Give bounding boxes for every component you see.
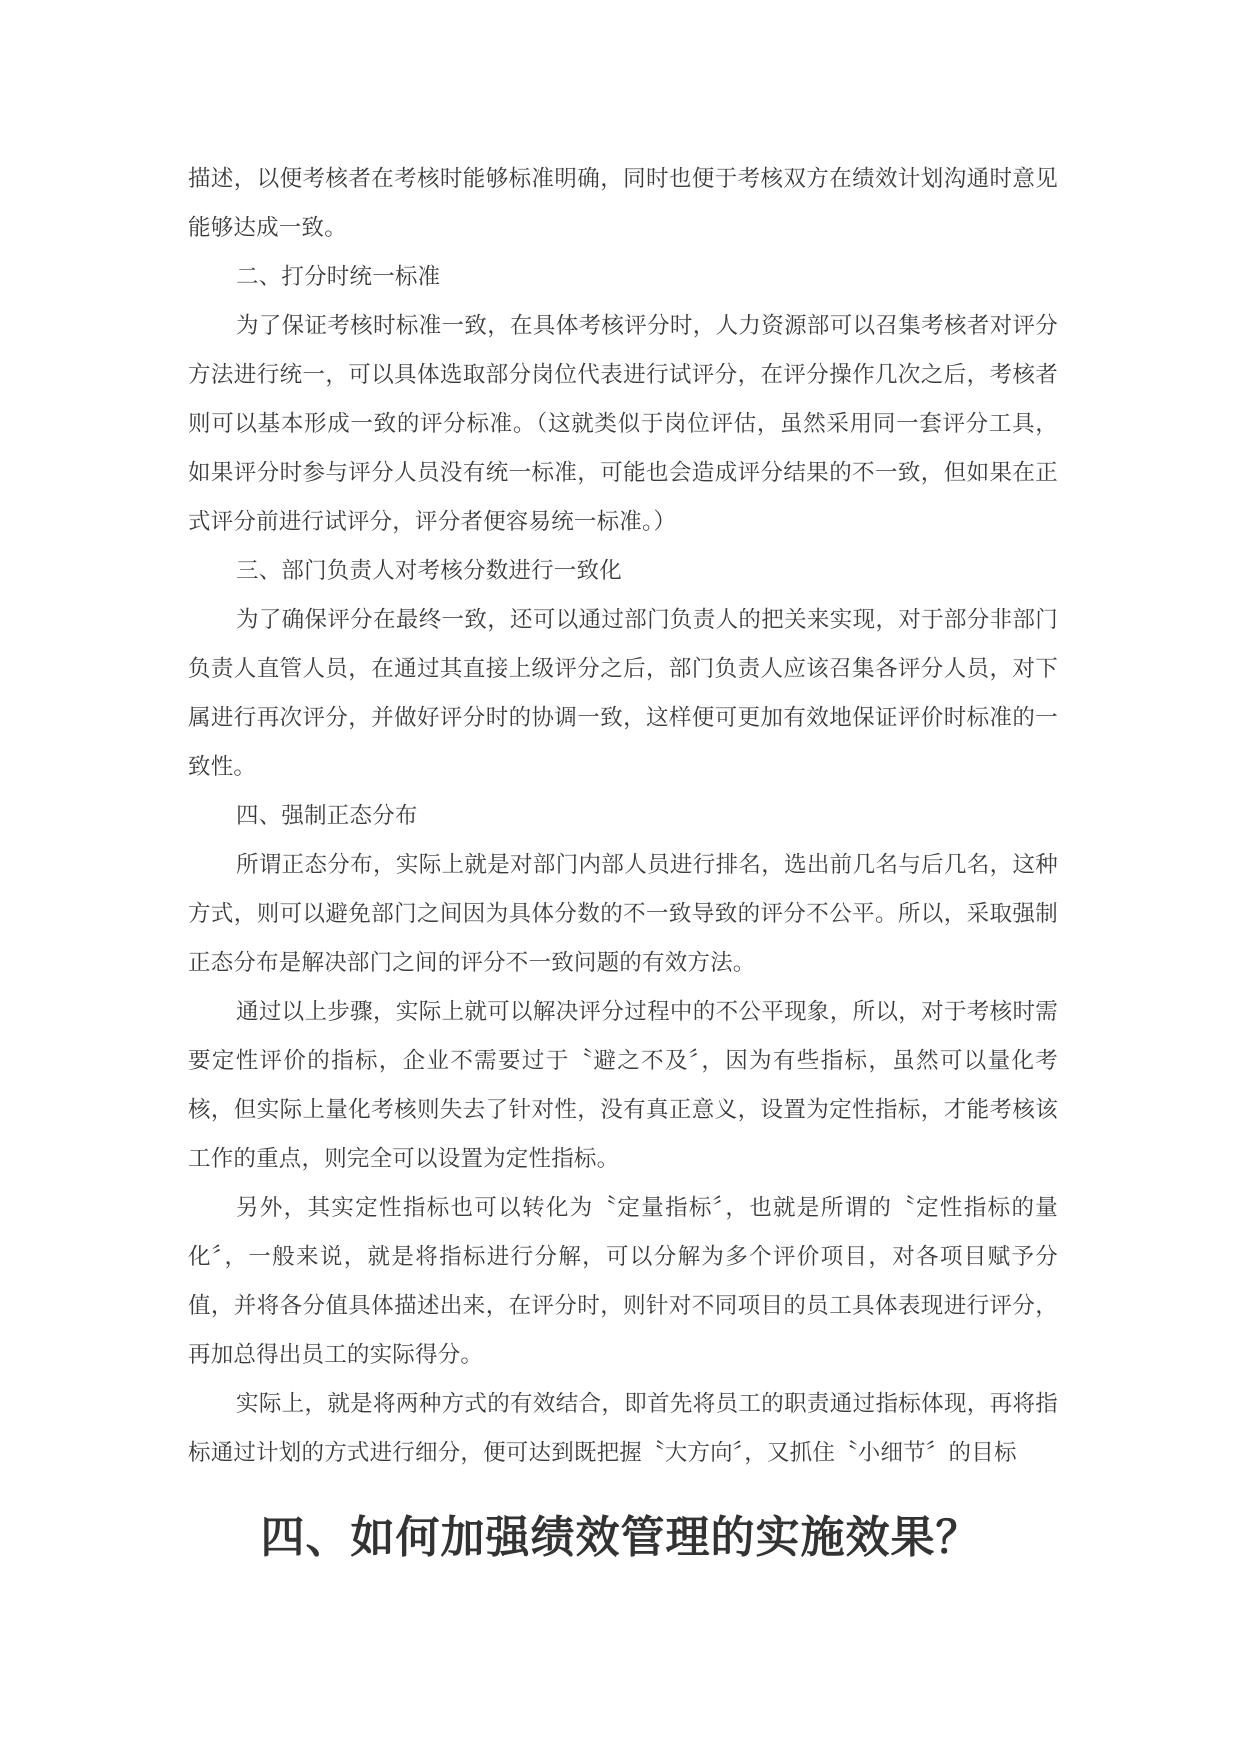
chapter-heading: 四、如何加强绩效管理的实施效果？ bbox=[260, 1512, 981, 1563]
section-heading-forced-distribution: 四、强制正态分布 bbox=[236, 803, 418, 829]
document-body bbox=[188, 155, 1058, 1478]
paragraph-unified-standard: 为了保证考核时标准一致，在具体考核评分时，人力资源部可以召集考核者对评分方法进行统一，可以具体选取部分岗位代表进行试评分，在评分操作几次之后，考核者则可以基本形成一致的评分标准。（这就类似于岗位评估，虽然采用同一套评分工具，如果评分时参与评分人员没有统一标准，可能也会造成评分结果的不一致，但如果在正式评分前进行试评分，评分者便容易统一标准。） bbox=[188, 313, 1058, 535]
paragraph-conclusion: 实际上，就是将两种方式的有效结合，即首先将员工的职责通过指标体现，再将指标通过计划的方式进行细分，便可达到既把握〝大方向〞，又抓住〝小细节〞的目标 bbox=[188, 1391, 1058, 1466]
paragraph-summary: 通过以上步骤，实际上就可以解决评分过程中的不公平现象，所以，对于考核时需要定性评价的指标，企业不需要过于〝避之不及〞，因为有些指标，虽然可以量化考核，但实际上量化考核则失去了针对性，没有真正意义，设置为定性指标，才能考核该工作的重点，则完全可以设置为定性指标。 bbox=[188, 999, 1058, 1172]
paragraph-quantification: 另外，其实定性指标也可以转化为〝定量指标〞，也就是所谓的〝定性指标的量化〞，一般来说，就是将指标进行分解，可以分解为多个评价项目，对各项目赋予分值，并将各分值具体描述出来，在评分时，则针对不同项目的员工具体表现进行评分，再加总得出员工的实际得分。 bbox=[188, 1195, 1058, 1368]
section-heading-unified-standard: 二、打分时统一标准 bbox=[236, 264, 441, 290]
paragraph-forced-distribution: 所谓正态分布，实际上就是对部门内部人员进行排名，选出前几名与后几名，这种方式，则可以避免部门之间因为具体分数的不一致导致的评分不公平。所以，采取强制正态分布是解决部门之间的评分不一致问题的有效方法。 bbox=[188, 852, 1058, 976]
paragraph-department-head: 为了确保评分在最终一致，还可以通过部门负责人的把关来实现，对于部分非部门负责人直管人员，在通过其直接上级评分之后，部门负责人应该召集各评分人员，对下属进行再次评分，并做好评分时的协调一致，这样便可更加有效地保证评价时标准的一致性。 bbox=[188, 607, 1058, 780]
paragraph-continuation: 描述，以便考核者在考核时能够标准明确，同时也便于考核双方在绩效计划沟通时意见能够达成一致。 bbox=[188, 166, 1058, 241]
section-heading-department-head: 三、部门负责人对考核分数进行一致化 bbox=[236, 558, 622, 584]
